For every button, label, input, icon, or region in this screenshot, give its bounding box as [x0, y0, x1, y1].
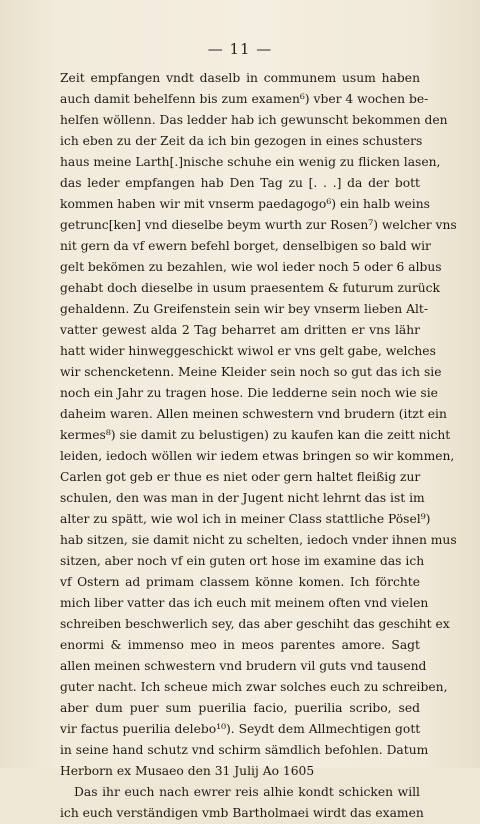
text-line: aber dum puer sum puerilia facio, puerilia scribo, sed [60, 701, 420, 715]
text-line: guter nacht. Ich scheue mich zwar solches euch zu schreiben, [60, 680, 448, 694]
text-line: gelt bekömen zu bezahlen, wie wol ieder noch 5 oder 6 albus [60, 260, 442, 274]
text-line: haus meine Larth[.]nische schuhe ein wenig zu flicken lasen, [60, 155, 441, 169]
text-line: hatt wider hinweggeschickt wiwol er vns gelt gabe, welches [60, 344, 436, 358]
text-line: kommen haben wir mit vnserm paedagogo⁶) ein halb weins [60, 197, 430, 211]
body-text [60, 68, 457, 824]
text-line: allen meinen schwestern vnd brudern vil guts vnd tausend [60, 659, 427, 673]
text-line: auch damit behelfenn bis zum examen⁶) vber 4 wochen be- [60, 92, 429, 106]
text-line: gehaldenn. Zu Greifenstein sein wir bey vnserm lieben Alt- [60, 302, 428, 316]
text-line: in seine hand schutz vnd schirm sämdlich befohlen. Datum [60, 743, 429, 757]
text-line: Das ihr euch nach ewrer reis alhie kondt schicken will [74, 785, 420, 799]
text-line: helfen wöllenn. Das ledder hab ich gewunscht bekommen den [60, 113, 448, 127]
text-line: noch ein Jahr zu tragen hose. Die ledderne sein noch wie sie [60, 386, 438, 400]
text-line: vir factus puerilia delebo¹⁰). Seydt dem Allmechtigen gott [60, 722, 421, 736]
text-line: sitzen, aber noch vf ein guten ort hose im examine das ich [60, 554, 425, 568]
text-line: kermes⁸) sie damit zu belustigen) zu kaufen kan die zeitt nicht [60, 428, 451, 442]
text-line: ich eben zu der Zeit da ich bin gezogen in eines schusters [60, 134, 423, 148]
text-line: wir schencketenn. Meine Kleider sein noch so gut das ich sie [60, 365, 442, 379]
text-line: mich liber vatter das ich euch mit meinem often vnd vielen [60, 596, 429, 610]
text-line: gehabt doch dieselbe in usum praesentem & futurum zurück [60, 281, 440, 295]
text-line: schreiben beschwerlich sey, das aber geschiht das geschiht ex [60, 617, 450, 631]
text-line: vatter gewest alda 2 Tag beharret am dritten er vns lähr [60, 323, 420, 337]
text-line: hab sitzen, sie damit nicht zu schelten, iedoch vnder ihnen mus [60, 533, 457, 547]
text-line: Herborn ex Musaeo den 31 Julij Ao 1605 [60, 764, 315, 778]
text-line: schulen, den was man in der Jugent nicht lehrnt das ist im [60, 491, 425, 505]
text-line: vf Ostern ad primam classem könne komen. Ich förchte [60, 575, 420, 589]
text-line: alter zu spätt, wie wol ich in meiner Class stattliche Pösel⁹) [60, 512, 431, 526]
text-line: Zeit empfangen vndt daselb in communem usum haben [60, 71, 420, 85]
text-line: enormi & immenso meo in meos parentes amore. Sagt [60, 638, 420, 652]
text-line: leiden, iedoch wöllen wir iedem etwas bringen so wir kommen, [60, 449, 455, 463]
text-line: daheim waren. Allen meinen schwestern vnd brudern (itzt ein [60, 407, 447, 421]
text-line: ich euch verständigen vmb Bartholmaei wirdt das examen [60, 806, 424, 820]
page-number: — 11 — [207, 40, 273, 58]
text-line: das leder empfangen hab Den Tag zu [. . .] da der bott [60, 176, 420, 190]
text-line: getrunc[ken] vnd dieselbe beym wurth zur Rosen⁷) welcher vns [60, 218, 457, 232]
text-line: Carlen got geb er thue es niet oder gern haltet fleißig zur [60, 470, 421, 484]
text-line: nit gern da vf ewern befehl borget, denselbigen so bald wir [60, 239, 431, 253]
